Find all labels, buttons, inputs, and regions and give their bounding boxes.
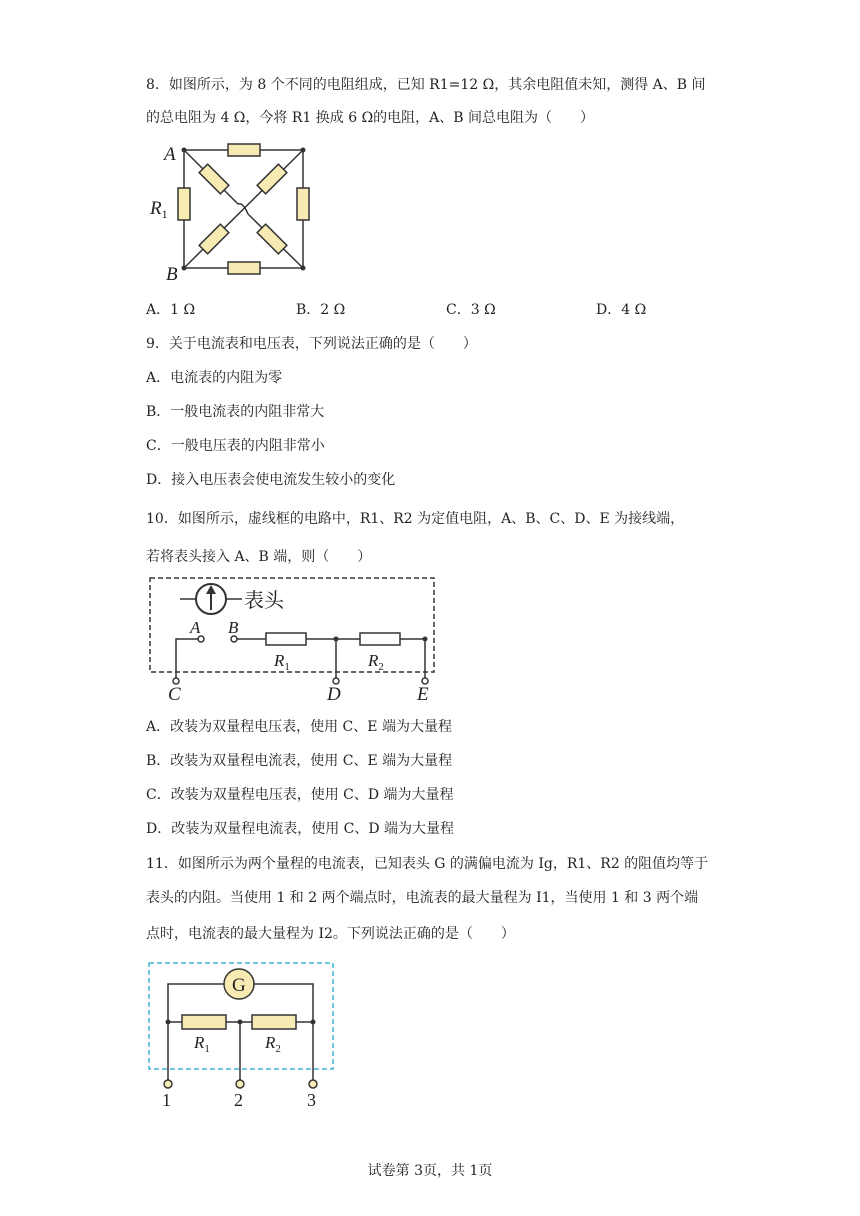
resistor-r1 [178, 188, 190, 220]
label-b: B [228, 618, 239, 637]
meter-label: 表头 [244, 590, 284, 612]
resistor-diag-ll [199, 224, 229, 254]
q10-circuit-figure [146, 574, 441, 704]
q11-circuit-figure [146, 960, 341, 1110]
label-g: G [232, 975, 246, 996]
label-e: E [417, 684, 429, 704]
resistor-bottom [228, 262, 260, 274]
q9-stem: 9．关于电流表和电压表，下列说法正确的是（ ） [146, 336, 477, 352]
label-2: 2 [234, 1090, 243, 1110]
label-3: 3 [307, 1090, 316, 1110]
label-r1: $R_1$ [150, 198, 168, 221]
resistor-diag-ur [257, 164, 287, 194]
label-r1: $R_1$ [274, 651, 290, 673]
resistor-top [228, 144, 260, 156]
resistor-r1 [266, 633, 306, 645]
q11-stem-line3: 点时，电流表的最大量程为 I2。下列说法正确的是（ ） [146, 926, 515, 942]
resistor-diag-lr [257, 224, 287, 254]
q10-option-a: A．改装为双量程电压表，使用 C、E 端为大量程 [146, 719, 452, 735]
q9-option-d: D．接入电压表会使电流发生较小的变化 [146, 472, 396, 488]
resistor-r1 [182, 1015, 226, 1029]
q11-stem-line1: 11．如图所示为两个量程的电流表，已知表头 G 的满偏电流为 Ig，R1、R2 的阻值均等于 [146, 856, 709, 872]
q8-option-c: C．3 Ω [446, 302, 496, 318]
page-footer: 试卷第 3页，共 1页 [367, 1163, 493, 1179]
terminal-1 [164, 1080, 172, 1088]
resistor-r2 [252, 1015, 296, 1029]
label-c: C [168, 684, 181, 704]
resistor-diag-ul [199, 164, 229, 194]
q8-option-b: B．2 Ω [296, 302, 346, 318]
q10-option-b: B．改装为双量程电流表，使用 C、E 端为大量程 [146, 753, 453, 769]
label-1: 1 [162, 1090, 171, 1110]
q10-stem-line1: 10．如图所示，虚线框的电路中，R1、R2 为定值电阻，A、B、C、D、E 为接线端， [146, 511, 685, 527]
label-r2: $R_2$ [368, 651, 384, 673]
q8-option-d: D．4 Ω [596, 302, 647, 318]
resistor-right [297, 188, 309, 220]
resistor-r2 [360, 633, 400, 645]
q10-option-d: D．改装为双量程电流表，使用 C、D 端为大量程 [146, 821, 455, 837]
q10-option-c: C．改装为双量程电压表，使用 C、D 端为大量程 [146, 787, 454, 803]
q9-option-a: A．电流表的内阻为零 [146, 370, 283, 386]
terminal-2 [236, 1080, 244, 1088]
terminal-3 [309, 1080, 317, 1088]
label-b: B [166, 264, 178, 285]
label-d: D [327, 684, 341, 704]
label-r1: $R_1$ [194, 1033, 210, 1055]
q11-stem-line2: 表头的内阻。当使用 1 和 2 两个端点时，电流表的最大量程为 I1，当使用 1 和 3 两个端 [146, 890, 699, 906]
label-r2: $R_2$ [265, 1033, 281, 1055]
label-a: A [164, 144, 176, 165]
q8-circuit-figure [146, 140, 316, 285]
q8-stem-line1: 8．如图所示，为 8 个不同的电阻组成，已知 R1=12 Ω，其余电阻值未知，测得 A、B 间 [146, 77, 706, 93]
q8-stem-line2: 的总电阻为 4 Ω，今将 R1 换成 6 Ω的电阻，A、B 间总电阻为（ ） [146, 110, 595, 126]
q10-stem-line2: 若将表头接入 A、B 端，则（ ） [146, 549, 372, 565]
q9-option-b: B．一般电流表的内阻非常大 [146, 404, 325, 420]
q9-option-c: C．一般电压表的内阻非常小 [146, 438, 325, 454]
q8-option-a: A．1 Ω [146, 302, 196, 318]
label-a: A [190, 618, 201, 637]
